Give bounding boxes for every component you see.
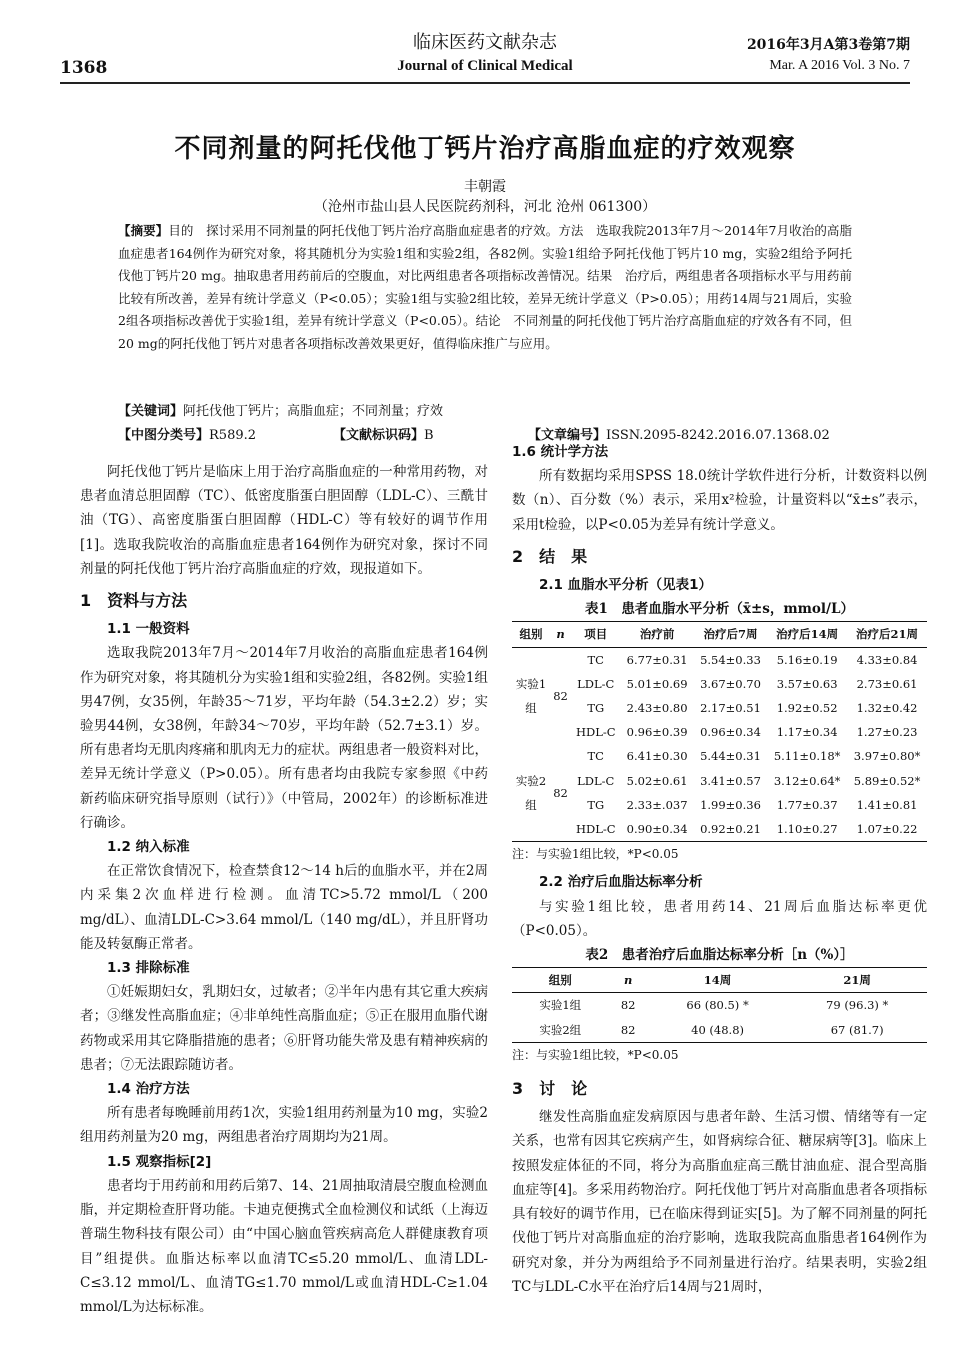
table-cell: LDL-C — [577, 773, 615, 788]
doc-label: 【文献标识码】 — [333, 428, 425, 443]
issue-en: Mar. A 2016 Vol. 3 No. 7 — [769, 58, 910, 73]
section-1-3-heading: 1.3 排除标准 — [107, 960, 190, 977]
section-2-2-heading: 2.2 治疗后血脂达标率分析 — [539, 874, 703, 891]
abstract-text: 目的 探讨采用不同剂量的阿托伐他丁钙片治疗高脂血症患者的疗效。方法 选取我院2013年7月～2014年7月收治的高脂血症患者164例作为研究对象，将其随机分为实验1组和实验2组，各82例。实验1组给予阿托伐他丁钙片10 mg，实验2组给予阿托伐他丁钙片20 mg。抽取患者用药前后的空腹血，对比两组患者各项指标改善情况。结果 治疗后，两组患者各项指标水平与用药前比较有所改善，差异有统计学意义（P<0.05）；实验1组与实验2组比较，差异无统计学意义（P>0.05）；用药14周与21周后，实验2组各项指标改善优于实验1组，差异有统计学意义（P<0.05）。结论 不同剂量的阿托伐他丁钙片治疗高脂血症的疗效各有不同，但20 mg的阿托伐他丁钙片对患者各项指标改善效果更好，值得临床推广与应用。 — [118, 223, 852, 351]
table-cell: LDL-C — [577, 676, 615, 691]
section-1-3-text: ①妊娠期妇女，乳期妇女，过敏者；②半年内患有其它重大疾病者；③继发性高脂血症；④非单纯性高脂血症；⑤正在服用血脂代谢药物或采用其它降脂措施的患者；⑥肝肾功能失常及患有精神疾病的患者；⑦无法跟踪随访者。 — [80, 984, 488, 1073]
table-cell: 1.07±0.22 — [856, 822, 918, 837]
table-cell: 1.32±0.42 — [856, 701, 918, 716]
table1-group-name: 实验2组 — [515, 773, 547, 812]
section-1-6-heading: 1.6 统计学方法 — [512, 444, 609, 460]
table1-header-cell: 组别 — [519, 627, 543, 642]
table-cell: 3.57±0.63 — [776, 676, 838, 691]
right-column — [512, 440, 927, 1299]
page-number: 1368 — [60, 58, 108, 78]
section-1-heading: 1 资料与方法 — [80, 591, 188, 611]
table-cell: 3.41±0.57 — [700, 773, 761, 788]
table-row — [512, 744, 927, 768]
abstract-label: 【摘要】 — [118, 223, 169, 238]
table-cell: 6.41±0.30 — [626, 749, 688, 764]
table-cell: 实验1组 — [539, 998, 582, 1013]
table-cell: 4.33±0.84 — [856, 652, 918, 667]
table-cell: 1.27±0.23 — [856, 725, 918, 740]
table1-group-name: 实验1组 — [515, 676, 547, 716]
table1-header-cell: 项目 — [584, 627, 608, 642]
table2-header-cell: n — [623, 973, 633, 988]
table1-header-cell: n — [556, 627, 565, 642]
section-1-2-heading: 1.2 纳入标准 — [107, 839, 190, 856]
table2-header-cell: 21周 — [843, 973, 871, 988]
clc-label: 【中图分类号】 — [118, 428, 210, 443]
table-cell: 3.12±0.64* — [773, 773, 841, 788]
keywords — [118, 400, 852, 419]
clc-value: R589.2 — [209, 428, 257, 443]
table-row — [512, 993, 927, 1018]
table-cell: 82 — [620, 1022, 636, 1037]
table-cell: 40 (48.8) — [691, 1022, 744, 1037]
keywords-text: 阿托伐他丁钙片；高脂血症；不同剂量；疗效 — [183, 404, 444, 419]
table-cell: TC — [587, 652, 604, 667]
doc-value: B — [424, 428, 434, 443]
section-1-4-heading: 1.4 治疗方法 — [107, 1081, 190, 1098]
table-row — [512, 817, 927, 842]
table-row — [512, 720, 927, 744]
table-row — [512, 672, 927, 696]
table-cell: 82 — [620, 998, 636, 1013]
section-1-5-text: 患者均于用药前和用药后第7、14、21周抽取清晨空腹血检测血脂，并定期检查肝肾功能。卡迪克便携式全血检测仪和试纸（上海迈普瑞生物科技有限公司）由“中国心脑血管疾病高危人群健康教育项目”组提供。血脂达标率以血清TC≤5.20 mmol/L、血清LDL-C≤3.12 mmol/L、血清TG≤1.70 mmol/L或血清HDL-C≥1.04 mmol/L为达标标准。 — [80, 1177, 488, 1315]
table-cell: 5.01±0.69 — [626, 676, 688, 691]
articleno-value: ISSN.2095-8242.2016.07.1368.02 — [606, 428, 830, 443]
table-cell: 2.43±0.80 — [626, 701, 688, 716]
table-cell: 5.02±0.61 — [626, 773, 688, 788]
section-1-6-text: 所有数据均采用SPSS 18.0统计学软件进行分析，计数资料以例数（n）、百分数（%）表示，采用x²检验，计量资料以“x̄±s”表示，采用t检验，以P<0.05为差异有统计学意义。 — [512, 468, 927, 533]
table1-caption: 表1 患者血脂水平分析（x̄±s，mmol/L） — [585, 601, 854, 618]
table-cell: 5.54±0.33 — [700, 652, 761, 667]
table2-caption: 表2 患者治疗后血脂达标率分析［n（%）］ — [585, 947, 854, 964]
table-cell: 1.99±0.36 — [700, 797, 761, 812]
articleno-label: 【文章编号】 — [528, 428, 607, 443]
table-row — [512, 1018, 927, 1043]
table1-note: 注：与实验1组比较，*P<0.05 — [512, 847, 679, 862]
section-1-2-text: 在正常饮食情况下，检查禁食12～14 h后的血脂水平，并在2周内采集2次血样进行检测。血清TC>5.72 mmol/L（200 mg/dL）、血清LDL-C>3.64 mmol/L（140 mg/dL），并且肝肾功能及转氨酶正常者。 — [80, 863, 488, 952]
table1-header-cell: 治疗后21周 — [856, 627, 919, 642]
keywords-label: 【关键词】 — [118, 404, 184, 419]
article-author: 丰朝霞 — [464, 179, 506, 195]
table-row — [512, 793, 927, 817]
table-cell: 1.92±0.52 — [776, 701, 838, 716]
table-cell: 67 (81.7) — [830, 1022, 884, 1037]
section-1-1-text: 选取我院2013年7月～2014年7月收治的高脂血症患者164例作为研究对象，将其随机分为实验1组和实验2组，各82例。实验1组男47例，女35例，年龄35～71岁，平均年龄（54.3±2.2）岁；实验男44例，女38例，年龄34～70岁，平均年龄（52.7±3.1）岁。所有患者均无肌肉疼痛和肌肉无力的症状。两组患者一般资料对比，差异无统计学意义（P>0.05）。所有患者均由我院专家参照《中药新药临床研究指导原则（试行）》（中管局，2002年）的诊断标准进行确诊。 — [80, 645, 488, 831]
table2 — [512, 967, 927, 1043]
table-cell: 5.11±0.18* — [773, 749, 841, 764]
section-1-4-text: 所有患者每晚睡前用药1次，实验1组用药剂量为10 mg，实验2组用药剂量为20 mg，两组患者治疗周期均为21周。 — [80, 1105, 488, 1146]
table2-header-cell: 14周 — [703, 973, 732, 988]
table-cell: 0.90±0.34 — [626, 822, 688, 837]
table2-header-cell: 组别 — [548, 973, 572, 988]
table-cell: 3.97±0.80* — [853, 749, 921, 764]
table-row — [512, 696, 927, 720]
table-cell: 5.44±0.31 — [700, 749, 761, 764]
table-cell: 0.96±0.39 — [626, 725, 688, 740]
table-cell: 2.73±0.61 — [856, 676, 918, 691]
left-column — [80, 460, 488, 1319]
table-cell: 实验2组 — [539, 1022, 582, 1037]
table1-group-n: 82 — [553, 785, 568, 800]
article-affiliation: （沧州市盐山县人民医院药剂科，河北 沧州 061300） — [313, 199, 657, 215]
table-cell: 66 (80.5) * — [686, 998, 749, 1013]
table-cell: 1.41±0.81 — [856, 797, 918, 812]
section-3-text: 继发性高脂血症发病原因与患者年龄、生活习惯、情绪等有一定关系，也常有因其它疾病产生，如肾病综合征、糖尿病等[3]。临床上按照发症体征的不同，将分为高脂血症高三酰甘油血症、混合型高脂血症等[4]。多采用药物治疗。阿托伐他丁钙片对高脂血患者各项指标具有较好的调节作用，已在临床得到证实[5]。为了解不同剂量的阿托伐他丁钙片对高脂血症的治疗影响，选取我院高血脂患者164例作为研究对象，并分为两组给予不同剂量进行治疗。结果表明，实验2组TC与LDL-C水平在治疗后14周与21周时， — [512, 1109, 927, 1295]
table1-header-cell: 治疗后7周 — [703, 627, 758, 642]
issue-cn: 2016年3月A第3卷第7期 — [746, 37, 910, 53]
table-cell: 3.67±0.70 — [700, 676, 761, 691]
journal-title-cn: 临床医药文献杂志 — [413, 32, 557, 53]
section-2-2-text: 与实验1组比较，患者用药14、21周后血脂达标率更优（P<0.05）。 — [512, 898, 927, 939]
section-2-heading: 2 结 果 — [512, 546, 588, 566]
table-cell: 5.16±0.19 — [776, 652, 838, 667]
table-cell: 1.10±0.27 — [776, 822, 838, 837]
section-1-1-heading: 1.1 一般资料 — [107, 621, 190, 638]
table1-group-n: 82 — [553, 688, 568, 703]
abstract — [118, 220, 852, 355]
table1-header-cell: 治疗后14周 — [776, 627, 839, 642]
table1-header-row — [512, 622, 927, 647]
section-2-1-heading: 2.1 血脂水平分析（见表1） — [539, 577, 713, 594]
table1 — [512, 621, 927, 842]
table-cell: HDL-C — [575, 725, 616, 740]
table-cell: HDL-C — [575, 822, 616, 837]
table-cell: 1.77±0.37 — [776, 797, 838, 812]
header-rule — [60, 82, 910, 84]
journal-title-en: Journal of Clinical Medical — [397, 58, 573, 74]
table-cell: 0.92±0.21 — [700, 822, 761, 837]
table-cell: 1.17±0.34 — [776, 725, 838, 740]
table-cell: 0.96±0.34 — [700, 725, 761, 740]
table2-header-row — [512, 968, 927, 993]
intro-paragraph: 阿托伐他丁钙片是临床上用于治疗高脂血症的一种常用药物，对患者血清总胆固醇（TC）、低密度脂蛋白胆固醇（LDL-C）、三酰甘油（TG）、高密度脂蛋白胆固醇（HDL-C）等有较好的调节作用[1]。选取我院收治的高脂血症患者164例作为研究对象，探讨不同剂量的阿托伐他丁钙片治疗高脂血症的疗效，现报道如下。 — [80, 464, 488, 577]
table-row — [512, 647, 927, 672]
table2-note: 注：与实验1组比较，*P<0.05 — [512, 1047, 679, 1062]
section-1-5-heading: 1.5 观察指标[2] — [107, 1153, 212, 1170]
table-cell: TC — [587, 749, 604, 764]
table-cell: TG — [587, 797, 605, 812]
article-title: 不同剂量的阿托伐他丁钙片治疗高脂血症的疗效观察 — [174, 134, 796, 164]
table-cell: 2.17±0.51 — [700, 701, 761, 716]
table-cell: 5.89±0.52* — [853, 773, 921, 788]
table-row — [512, 769, 927, 793]
table-cell: 6.77±0.31 — [626, 652, 688, 667]
table-cell: TG — [587, 701, 605, 716]
table-cell: 2.33±.037 — [626, 797, 688, 812]
table-cell: 79 (96.3) * — [826, 998, 889, 1013]
table1-header-cell: 治疗前 — [639, 627, 675, 642]
section-3-heading: 3 讨 论 — [512, 1079, 588, 1099]
